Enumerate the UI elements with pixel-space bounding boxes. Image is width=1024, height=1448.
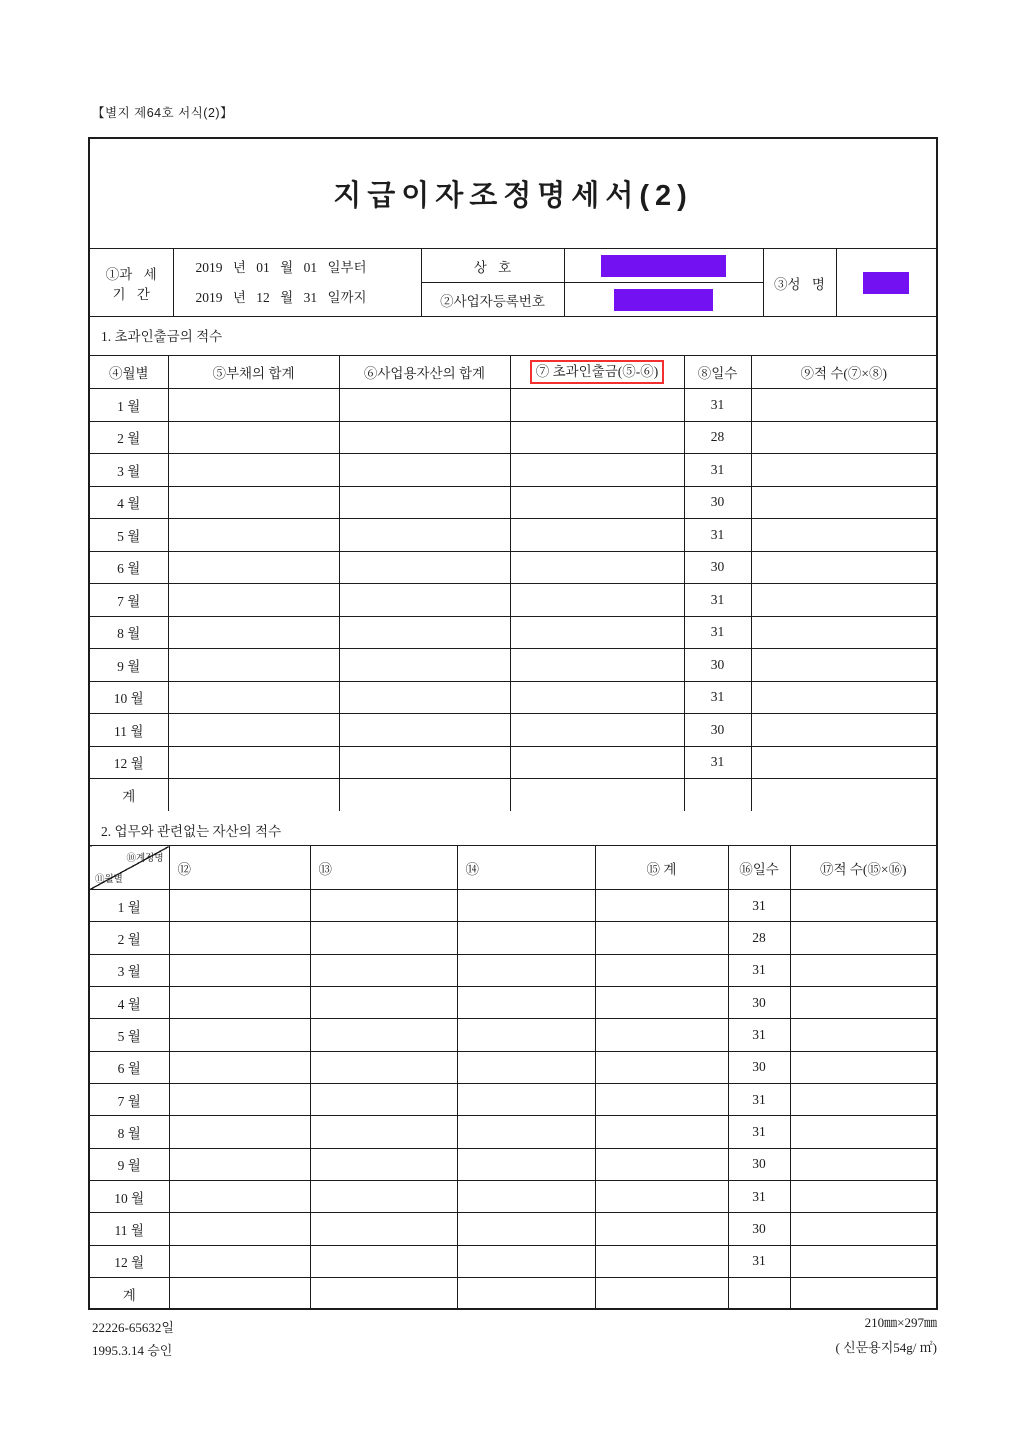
business-assets-cell <box>339 421 510 454</box>
business-assets-cell <box>339 551 510 584</box>
debt-total-cell <box>168 681 339 714</box>
table-row <box>90 421 936 454</box>
product-cell <box>751 649 936 682</box>
diagonal-header-cell <box>90 846 169 890</box>
days-cell: 30 <box>728 1051 790 1083</box>
table-row <box>90 1181 936 1213</box>
section2-header-row <box>90 846 936 890</box>
days-cell: 30 <box>684 486 751 519</box>
month-cell: 4 월 <box>90 486 168 519</box>
sum-cell <box>595 1051 728 1083</box>
days-cell: 30 <box>684 649 751 682</box>
diagonal-account-label: ⑩계정명 <box>126 854 164 864</box>
account-13-cell <box>310 1245 457 1277</box>
table-row <box>90 890 936 922</box>
account-12-cell <box>169 1148 310 1180</box>
excess-withdrawal-cell <box>510 486 684 519</box>
account-12-cell <box>169 1278 310 1310</box>
business-assets-cell <box>339 649 510 682</box>
product-cell <box>751 584 936 617</box>
account-13-cell <box>310 890 457 922</box>
table-row <box>90 389 936 422</box>
product-cell <box>751 421 936 454</box>
account-13-cell <box>310 1148 457 1180</box>
days-cell: 31 <box>728 1181 790 1213</box>
tax-period-to: 2019 년 12 월 31 일까지 <box>195 289 367 305</box>
business-assets-cell <box>339 681 510 714</box>
account-13-cell <box>310 1084 457 1116</box>
tax-period-label-line1: ①과 세 <box>105 266 157 282</box>
section1-header-row <box>90 356 936 389</box>
account-14-cell <box>457 890 595 922</box>
table-row <box>90 1148 936 1180</box>
days-cell: 31 <box>728 1019 790 1051</box>
account-14-cell <box>457 922 595 954</box>
product-cell <box>790 1148 936 1180</box>
product-cell <box>790 987 936 1019</box>
table-row <box>90 486 936 519</box>
account-13-cell <box>310 1181 457 1213</box>
account-14-cell <box>457 1084 595 1116</box>
month-cell: 계 <box>90 779 168 812</box>
month-cell: 1 월 <box>90 389 168 422</box>
form-number-label: 【별지 제64호 서식(2)】 <box>92 106 234 120</box>
footer-right <box>835 1310 937 1360</box>
excess-withdrawal-cell <box>510 421 684 454</box>
redaction-owner-name <box>863 272 909 294</box>
sum-cell <box>595 890 728 922</box>
col-header-sum: ⑮ 계 <box>595 846 728 890</box>
month-cell: 9 월 <box>90 1148 169 1180</box>
product-cell <box>790 1051 936 1083</box>
table-row <box>90 746 936 779</box>
col-header-13: ⑬ <box>310 846 457 890</box>
month-cell: 8 월 <box>90 616 168 649</box>
days-cell: 31 <box>684 584 751 617</box>
account-12-cell <box>169 1084 310 1116</box>
footer-left <box>92 1316 174 1362</box>
sum-cell <box>595 1116 728 1148</box>
col-header-days: ⑧일수 <box>684 356 751 389</box>
sum-cell <box>595 1278 728 1310</box>
product-cell <box>790 954 936 986</box>
owner-name-label: ③성 명 <box>763 249 836 317</box>
account-12-cell <box>169 1116 310 1148</box>
account-13-cell <box>310 1051 457 1083</box>
tax-period-label-line2: 기 간 <box>112 286 150 302</box>
business-assets-cell <box>339 454 510 487</box>
debt-total-cell <box>168 746 339 779</box>
debt-total-cell <box>168 519 339 552</box>
days-cell: 30 <box>728 1213 790 1245</box>
col-header-product2: ⑰적 수(⑮×⑯) <box>790 846 936 890</box>
table-row <box>90 649 936 682</box>
month-cell: 4 월 <box>90 987 169 1019</box>
product-cell <box>790 1278 936 1310</box>
sum-cell <box>595 1245 728 1277</box>
days-cell <box>728 1278 790 1310</box>
product-cell <box>751 714 936 747</box>
paper-type-note: ( 신문용지54g/ ㎡) <box>835 1340 937 1355</box>
business-assets-cell <box>339 616 510 649</box>
month-cell: 7 월 <box>90 584 168 617</box>
account-12-cell <box>169 954 310 986</box>
month-cell: 2 월 <box>90 922 169 954</box>
account-14-cell <box>457 987 595 1019</box>
excess-withdrawal-cell <box>510 551 684 584</box>
col-header-14: ⑭ <box>457 846 595 890</box>
excess-withdrawal-cell <box>510 389 684 422</box>
account-13-cell <box>310 1116 457 1148</box>
product-cell <box>790 922 936 954</box>
days-cell: 30 <box>684 551 751 584</box>
days-cell: 31 <box>684 389 751 422</box>
product-cell <box>790 1181 936 1213</box>
red-highlight-box: ⑦ 초과인출금(⑤-⑥) <box>530 360 665 385</box>
days-cell: 31 <box>684 454 751 487</box>
business-assets-cell <box>339 519 510 552</box>
account-12-cell <box>169 922 310 954</box>
tax-period-label <box>90 249 173 317</box>
sum-cell <box>595 922 728 954</box>
month-cell: 계 <box>90 1278 169 1310</box>
account-13-cell <box>310 922 457 954</box>
month-cell: 10 월 <box>90 681 168 714</box>
product-cell <box>751 519 936 552</box>
table-row <box>90 1084 936 1116</box>
product-cell <box>751 389 936 422</box>
excess-withdrawal-cell <box>510 584 684 617</box>
business-number-label: ②사업자등록번호 <box>421 283 564 317</box>
days-cell: 31 <box>684 519 751 552</box>
account-12-cell <box>169 1181 310 1213</box>
account-12-cell <box>169 987 310 1019</box>
days-cell: 31 <box>728 1245 790 1277</box>
days-cell: 30 <box>728 1148 790 1180</box>
business-assets-cell <box>339 714 510 747</box>
days-cell: 31 <box>728 1116 790 1148</box>
month-cell: 5 월 <box>90 519 168 552</box>
table-row <box>90 714 936 747</box>
sum-cell <box>595 1181 728 1213</box>
month-cell: 11 월 <box>90 1213 169 1245</box>
redaction-company-name <box>601 255 726 277</box>
month-cell: 2 월 <box>90 421 168 454</box>
month-cell: 11 월 <box>90 714 168 747</box>
debt-total-cell <box>168 649 339 682</box>
month-cell: 12 월 <box>90 1245 169 1277</box>
days-cell: 31 <box>684 681 751 714</box>
business-assets-cell <box>339 746 510 779</box>
days-cell <box>684 779 751 812</box>
company-name-label: 상 호 <box>421 249 564 283</box>
table-row <box>90 922 936 954</box>
month-cell: 6 월 <box>90 551 168 584</box>
account-14-cell <box>457 1181 595 1213</box>
table-row <box>90 954 936 986</box>
excess-withdrawal-cell <box>510 649 684 682</box>
section1-title: 1. 초과인출금의 적수 <box>101 329 223 344</box>
month-cell: 5 월 <box>90 1019 169 1051</box>
account-12-cell <box>169 1245 310 1277</box>
sum-cell <box>595 987 728 1019</box>
debt-total-cell <box>168 486 339 519</box>
account-13-cell <box>310 1213 457 1245</box>
product-cell <box>751 746 936 779</box>
days-cell: 31 <box>728 890 790 922</box>
diagonal-month-label: ⑪월별 <box>95 875 123 885</box>
paper-size-note: 210㎜×297㎜ <box>864 1315 937 1330</box>
account-14-cell <box>457 1148 595 1180</box>
debt-total-cell <box>168 551 339 584</box>
product-cell <box>790 1084 936 1116</box>
account-12-cell <box>169 1213 310 1245</box>
debt-total-cell <box>168 714 339 747</box>
table-row <box>90 519 936 552</box>
product-cell <box>790 1019 936 1051</box>
product-cell <box>751 779 936 812</box>
table-row <box>90 1213 936 1245</box>
product-cell <box>790 890 936 922</box>
debt-total-cell <box>168 584 339 617</box>
account-12-cell <box>169 890 310 922</box>
col-header-12: ⑫ <box>169 846 310 890</box>
month-cell: 7 월 <box>90 1084 169 1116</box>
excess-withdrawal-cell <box>510 779 684 812</box>
table-row <box>90 584 936 617</box>
days-cell: 30 <box>684 714 751 747</box>
sum-cell <box>595 1084 728 1116</box>
sum-cell <box>595 1213 728 1245</box>
business-number-value <box>564 283 763 317</box>
product-cell <box>751 486 936 519</box>
account-14-cell <box>457 1245 595 1277</box>
sum-cell <box>595 1019 728 1051</box>
debt-total-cell <box>168 616 339 649</box>
table-row <box>90 681 936 714</box>
col-header-business-assets: ⑥사업용자산의 합계 <box>339 356 510 389</box>
section1-table <box>90 355 936 811</box>
excess-withdrawal-cell <box>510 681 684 714</box>
days-cell: 30 <box>728 987 790 1019</box>
month-cell: 9 월 <box>90 649 168 682</box>
days-cell: 31 <box>684 616 751 649</box>
product-cell <box>751 551 936 584</box>
form-serial-number: 22226-65632일 <box>92 1320 174 1335</box>
product-cell <box>751 454 936 487</box>
account-14-cell <box>457 1116 595 1148</box>
table-row <box>90 454 936 487</box>
table-row <box>90 779 936 812</box>
days-cell: 28 <box>728 922 790 954</box>
document-title: 지급이자조정명세서(2) <box>333 180 693 212</box>
table-row <box>90 616 936 649</box>
owner-name-value <box>836 249 936 317</box>
taxpayer-info-table <box>90 248 936 317</box>
account-13-cell <box>310 954 457 986</box>
account-14-cell <box>457 954 595 986</box>
table-row <box>90 987 936 1019</box>
company-name-value <box>564 249 763 283</box>
business-assets-cell <box>339 486 510 519</box>
account-14-cell <box>457 1278 595 1310</box>
account-14-cell <box>457 1213 595 1245</box>
business-assets-cell <box>339 389 510 422</box>
month-cell: 3 월 <box>90 454 168 487</box>
table-row <box>90 1051 936 1083</box>
form-approval-date: 1995.3.14 승인 <box>92 1343 173 1358</box>
account-14-cell <box>457 1051 595 1083</box>
product-cell <box>790 1213 936 1245</box>
section2-table <box>90 845 936 1310</box>
days-cell: 31 <box>728 1084 790 1116</box>
excess-withdrawal-cell <box>510 454 684 487</box>
tax-period-from: 2019 년 01 월 01 일부터 <box>195 259 367 275</box>
table-row <box>90 1278 936 1310</box>
redaction-business-number <box>614 289 713 311</box>
debt-total-cell <box>168 454 339 487</box>
table-row <box>90 1245 936 1277</box>
days-cell: 31 <box>728 954 790 986</box>
excess-withdrawal-cell <box>510 616 684 649</box>
table-row <box>90 551 936 584</box>
sum-cell <box>595 954 728 986</box>
debt-total-cell <box>168 421 339 454</box>
product-cell <box>751 681 936 714</box>
table-row <box>90 1019 936 1051</box>
info-row-1 <box>90 249 936 283</box>
product-cell <box>790 1245 936 1277</box>
product-cell <box>751 616 936 649</box>
days-cell: 28 <box>684 421 751 454</box>
month-cell: 10 월 <box>90 1181 169 1213</box>
excess-withdrawal-cell <box>510 714 684 747</box>
month-cell: 12 월 <box>90 746 168 779</box>
account-13-cell <box>310 987 457 1019</box>
business-assets-cell <box>339 584 510 617</box>
table-row <box>90 1116 936 1148</box>
account-13-cell <box>310 1278 457 1310</box>
col-header-month: ④월별 <box>90 356 168 389</box>
debt-total-cell <box>168 779 339 812</box>
month-cell: 3 월 <box>90 954 169 986</box>
account-13-cell <box>310 1019 457 1051</box>
account-12-cell <box>169 1051 310 1083</box>
tax-period-value <box>173 249 421 317</box>
days-cell: 31 <box>684 746 751 779</box>
col-header-days2: ⑯일수 <box>728 846 790 890</box>
product-cell <box>790 1116 936 1148</box>
month-cell: 6 월 <box>90 1051 169 1083</box>
sum-cell <box>595 1148 728 1180</box>
month-cell: 8 월 <box>90 1116 169 1148</box>
col-header-debt-total: ⑤부채의 합계 <box>168 356 339 389</box>
account-12-cell <box>169 1019 310 1051</box>
col-header-product: ⑨적 수(⑦×⑧) <box>751 356 936 389</box>
form-border <box>88 137 938 1310</box>
col-header-excess-withdrawal <box>510 356 684 389</box>
account-14-cell <box>457 1019 595 1051</box>
month-cell: 1 월 <box>90 890 169 922</box>
section2-title: 2. 업무와 관련없는 자산의 적수 <box>101 824 282 839</box>
excess-withdrawal-cell <box>510 746 684 779</box>
business-assets-cell <box>339 779 510 812</box>
excess-withdrawal-cell <box>510 519 684 552</box>
debt-total-cell <box>168 389 339 422</box>
